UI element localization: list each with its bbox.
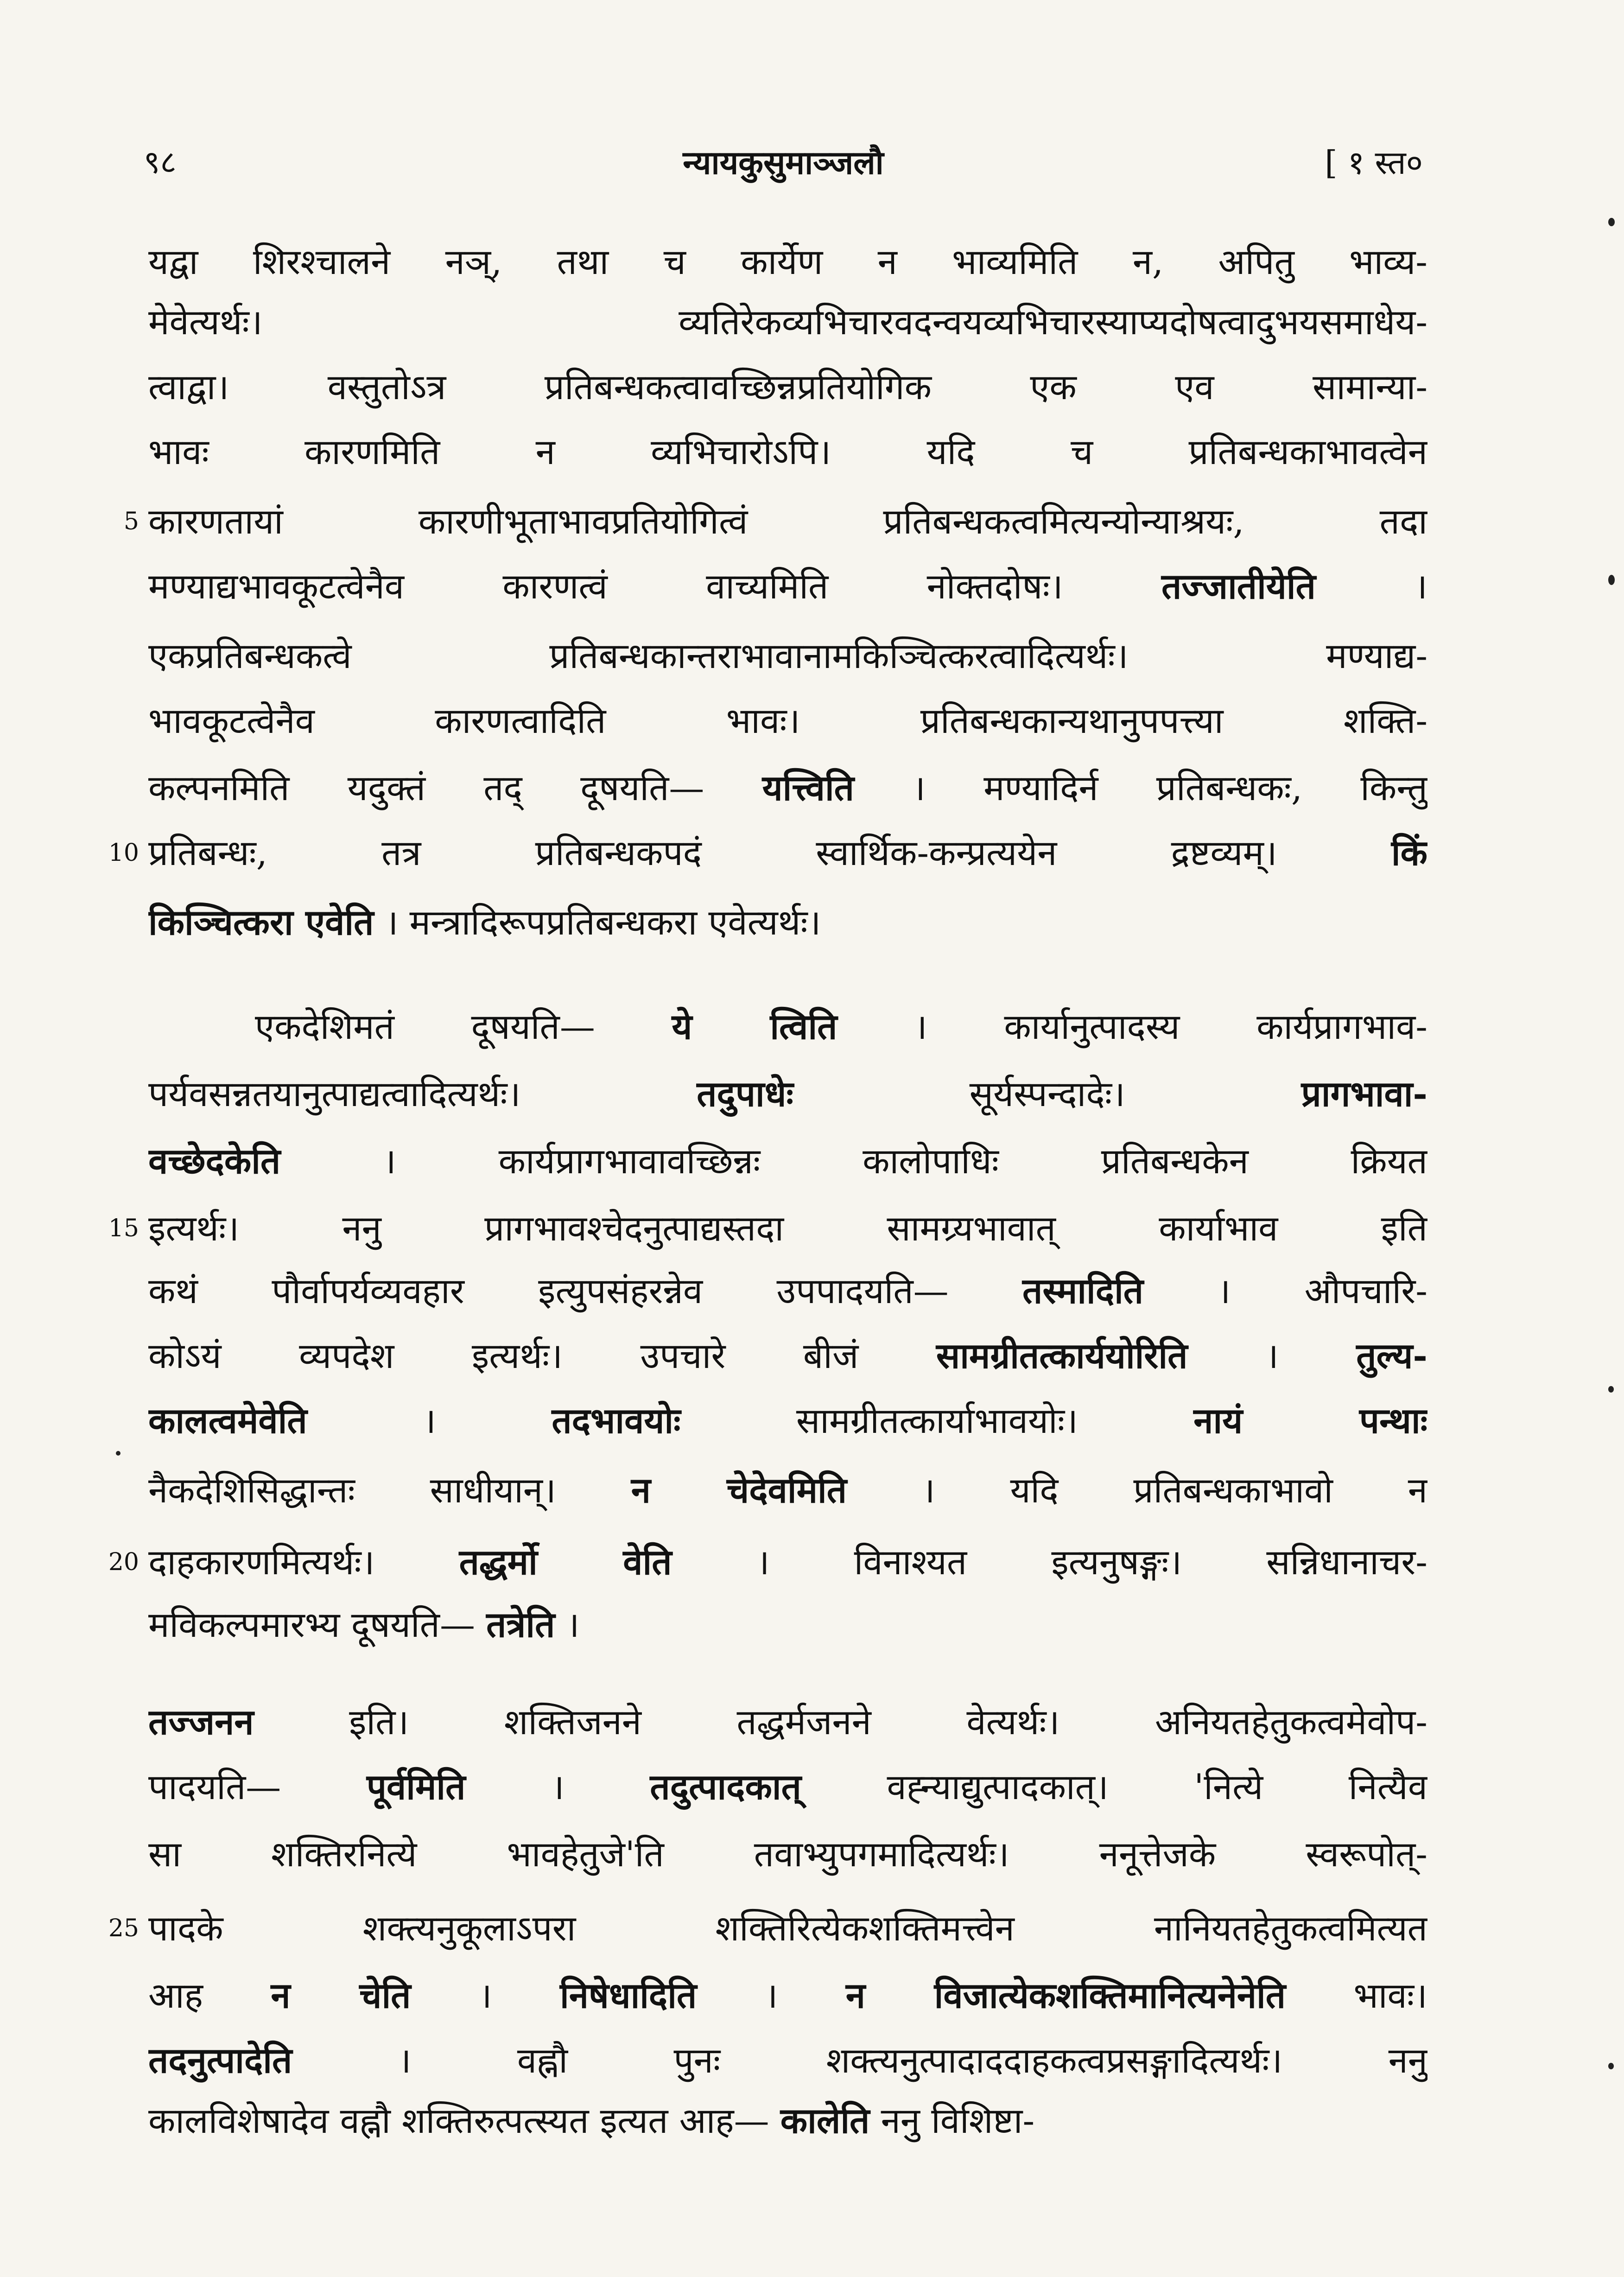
text-line [148,422,1427,482]
text-span: भावः कारणमिति न व्यभिचारोऽपि। यदि च प्रतिबन्धकाभावत्वेन [148,431,1427,472]
bold-pratika: तुल्य- [1356,1335,1427,1376]
line-number: 15 [108,1215,139,1242]
page-number: ९८ [144,144,177,181]
bold-pratika: तदनुत्पादेति [148,2040,292,2081]
text-line [148,626,1427,686]
text-line [148,758,1427,818]
margin-speck [1608,2063,1614,2069]
bold-pratika: यत्त्विति [762,767,854,808]
text-span: । [566,1604,580,1645]
text-span: मविकल्पमारभ्य दूषयति— [148,1604,475,1645]
bold-pratika: तद्धर्मो वेति [459,1541,672,1583]
text-line [148,2030,1427,2091]
margin-speck [1608,575,1615,585]
text-span: इत्यर्थः। ननु प्रागभावश्चेदनुत्पाद्यस्तदा सामग्र्यभावात् कार्याभाव इति [148,1208,1427,1249]
bold-pratika: वच्छेदकेति [148,1140,281,1182]
text-span: । मन्त्रादिरूपप्रतिबन्धकरा एवेत्यर्थः। [385,902,821,943]
text-span: एकप्रतिबन्धकत्वे प्रतिबन्धकान्तराभावानामकिञ्चित्करत्वादित्यर्थः। मण्याद्य- [148,635,1427,676]
line-number: 5 [123,508,139,535]
bold-pratika: तदुपाधेः [697,1073,793,1114]
text-span: पर्यवसन्नतयानुत्पाद्यत्वादित्यर्थः। [148,1073,521,1114]
text-span: । [551,1766,565,1807]
bold-pratika: सामग्रीतत्कार्ययोरिति [936,1335,1188,1376]
margin-speck [1608,1386,1614,1393]
text-span: । कार्यप्रागभावावच्छिन्नः कालोपाधिः प्रतिबन्धकेन क्रियत [383,1140,1427,1182]
bold-pratika: न चेदेवमिति [631,1469,847,1511]
text-span: । यदि प्रतिबन्धकाभावो न [921,1469,1427,1511]
text-span: पादयति— [148,1766,281,1807]
text-span: एकदेशिमतं दूषयति— [255,1006,595,1047]
text-span: सूर्यस्पन्दादेः। [969,1073,1125,1114]
text-line [148,892,1427,953]
text-line [148,823,1427,883]
text-span: त्वाद्वा। वस्तुतोऽत्र प्रतिबन्धकत्वावच्छिन्नप्रतियोगिक एक एव सामान्या- [148,366,1427,407]
text-span: । विनाश्यत इत्यनुषङ्गः। सन्निधानाचर- [756,1541,1427,1583]
text-line [148,556,1427,617]
running-title: न्यायकुसुमाञ्जलौ [683,143,884,182]
section-marker: [ १ स्त० [1325,144,1423,182]
text-line [148,1898,1427,1959]
bold-pratika: तदभावयोः [552,1400,681,1441]
text-span: नैकदेशिसिद्धान्तः साधीयान्। [148,1469,556,1511]
text-line [148,1965,1427,2026]
bold-pratika: किं [1391,832,1427,873]
text-line [148,1757,1427,1817]
bold-pratika: निषेधादिति [560,1975,697,2016]
text-span: यद्वा शिरश्चालने नञ्, तथा च कार्येण न भाव्यमिति न, अपितु भाव्य- [148,241,1427,282]
text-line [148,1261,1427,1321]
text-span: कोऽयं व्यपदेश इत्यर्थः। उपचारे बीजं [148,1335,859,1376]
text-span: प्रतिबन्धः, तत्र प्रतिबन्धकपदं स्वार्थिक-कन्प्रत्ययेन द्रष्टव्यम्। [148,832,1277,873]
line-number: 10 [108,839,139,867]
text-span: । औपचारि- [1217,1270,1427,1311]
text-span: कथं पौर्वापर्यव्यवहार इत्युपसंहरन्नेव उपपादयति— [148,1270,949,1311]
text-line [148,1692,1427,1752]
text-span: वह्न्याद्युत्पादकात्। 'नित्ये नित्यैव [887,1766,1427,1807]
bold-pratika: तदुत्पादकात् [650,1766,801,1807]
text-line [148,691,1427,751]
text-line [148,997,1427,1057]
text-line [148,357,1427,417]
margin-speck [1608,218,1615,226]
text-span: । [1265,1335,1279,1376]
text-span: आह [148,1975,203,2016]
text-span: कारणतायां कारणीभूताभावप्रतियोगित्वं प्रतिबन्धकत्वमित्यन्योन्याश्रयः, तदा [148,501,1427,542]
text-line [148,1131,1427,1191]
bold-pratika: ये त्विति [672,1006,837,1047]
bold-pratika: न विजात्येकशक्तिमानित्यनेनेति [845,1975,1286,2016]
text-line [148,1595,1427,1655]
text-line [148,1391,1427,1451]
text-span: । [478,1975,492,2016]
bold-pratika: प्रागभावा- [1301,1073,1427,1114]
text-span: पादके शक्त्यनुकूलाऽपरा शक्तिरित्येकशक्तिमत्त्वेन नानियतहेतुकत्वमित्यत [148,1908,1427,1949]
text-line [148,1532,1427,1592]
text-span: । [764,1975,778,2016]
text-span: ननु विशिष्टा- [881,2100,1035,2141]
text-span: मण्याद्यभावकूटत्वेनैव कारणत्वं वाच्यमिति नोक्तदोषः। [148,566,1063,607]
text-span: । मण्यादिर्न प्रतिबन्धकः, किन्तु [912,767,1427,808]
text-line [148,1824,1427,1884]
text-span: सामग्रीतत्कार्याभावयोः। [796,1400,1078,1441]
text-span: । कार्यानुत्पादस्य कार्यप्रागभाव- [914,1006,1427,1047]
text-line [148,1064,1427,1124]
bold-pratika: कालत्वमेवेति [148,1400,307,1441]
text-line [148,292,1427,352]
text-span: मेवेत्यर्थः। व्यतिरेकव्यभिचारवदन्वयव्यभिचारस्याप्यदोषत्वादुभयसमाधेय- [148,301,1427,343]
text-line [148,2091,1427,2151]
text-span: । [423,1400,436,1441]
bold-pratika: तज्जनन [148,1701,254,1743]
text-line [148,491,1427,552]
text-line [148,1460,1427,1520]
text-span: कल्पनमिति यदुक्तं तद् दूषयति— [148,767,704,808]
text-span: । [1414,566,1427,607]
text-line [148,1326,1427,1386]
text-span: सा शक्तिरनित्ये भावहेतुजे'ति तवाभ्युपगमादित्यर्थः। ननूत्तेजके स्वरूपोत्- [148,1833,1427,1875]
line-number: 20 [108,1548,139,1576]
bold-pratika: तत्रेति [486,1604,555,1645]
text-span: भावकूटत्वेनैव कारणत्वादिति भावः। प्रतिबन्धकान्यथानुपपत्त्या शक्ति- [148,700,1427,741]
bold-pratika: किञ्चित्करा एवेति [148,902,374,943]
text-line [148,1198,1427,1259]
text-span: भावः। [1353,1975,1427,2016]
line-number: 25 [108,1914,139,1942]
text-line [148,232,1427,292]
text-span: इति। शक्तिजनने तद्धर्मजनने वेत्यर्थः। अनियतहेतुकत्वमेवोप- [349,1701,1427,1743]
bold-pratika: पूर्वमिति [366,1766,466,1807]
text-span: । वह्नौ पुनः शक्त्यनुत्पादाददाहकत्वप्रसङ्गादित्यर्थः। ननु [398,2040,1427,2081]
running-header [144,139,1423,195]
bold-pratika: तस्मादिति [1022,1270,1144,1311]
margin-speck [116,1451,121,1456]
bold-pratika: न चेति [271,1975,411,2016]
bold-pratika: तज्जातीयेति [1161,566,1316,607]
text-span: दाहकारणमित्यर्थः। [148,1541,375,1583]
bold-pratika: नायं पन्थाः [1193,1400,1427,1441]
bold-pratika: कालेति [780,2100,870,2141]
text-span: कालविशेषादेव वह्नौ शक्तिरुत्पत्स्यत इत्यत आह— [148,2100,769,2141]
